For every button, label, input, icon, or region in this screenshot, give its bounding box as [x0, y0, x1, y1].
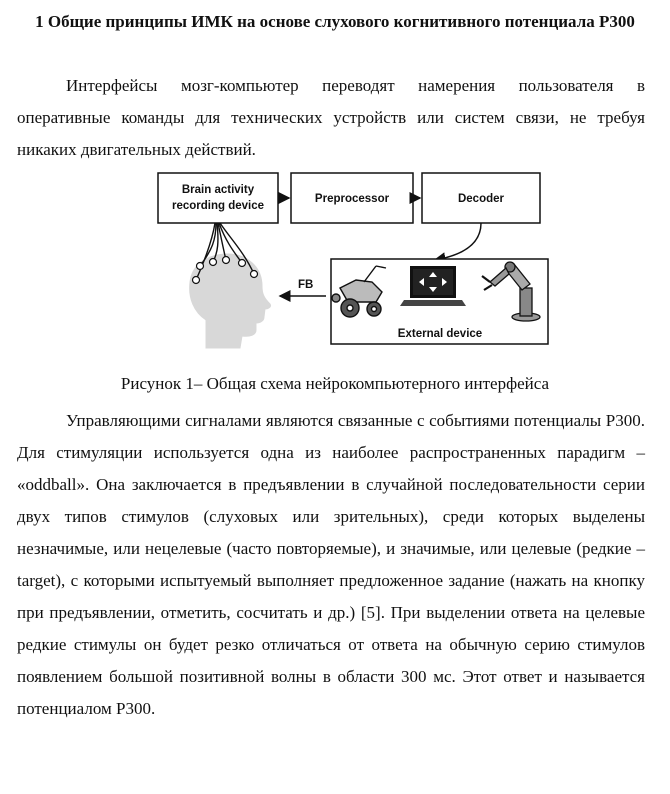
- preprocessor-label: Preprocessor: [314, 193, 390, 205]
- brain-activity-box: [158, 173, 278, 223]
- body-paragraph: Управляющими сигналами являются связанные с событиями потенциалы Р300. Для стимуляции используется одна из наиболее распространенных парадигм – «oddball». Она заключается в предъявлении в случайной последовательности серии двух типов стимулов (слуховых или зрительных), среди которых выделены незначимые, или нецелевые (часто повторяемые), и значимые, или целевые (редкие – target), с которыми испытуемый выполняет предложенное задание (нажать на кнопку при предъявлении, отметить, сосчитать и др.) [5]. При выделении ответа на целевые редкие стимулы он будет резко отличаться от ответа на обычную серию стимулов появлением большой позитивной волны в области 300 мс. Этот ответ и называется потенциалом Р300.: [17, 411, 645, 718]
- preprocessor-box: [291, 173, 413, 223]
- external-device-label: External device: [397, 328, 483, 340]
- brain-activity-label-line1: Brain activity: [181, 184, 255, 196]
- bci-diagram: [150, 170, 550, 350]
- intro-paragraph: Интерфейсы мозг-компьютер переводят намерения пользователя в оперативные команды для технических устройств или систем связи, не требуя никаких двигательных действий.: [17, 76, 645, 159]
- brain-activity-label-line2: recording device: [171, 200, 265, 212]
- section-heading: 1 Общие принципы ИМК на основе слухового когнитивного потенциала Р300: [35, 12, 635, 31]
- figure-caption: Рисунок 1– Общая схема нейрокомпьютерного интерфейса: [120, 374, 550, 393]
- arrow-decoder-to-device: [435, 223, 481, 260]
- decoder-box: [422, 173, 540, 223]
- decoder-label: Decoder: [457, 193, 505, 205]
- fb-label: FB: [298, 279, 314, 291]
